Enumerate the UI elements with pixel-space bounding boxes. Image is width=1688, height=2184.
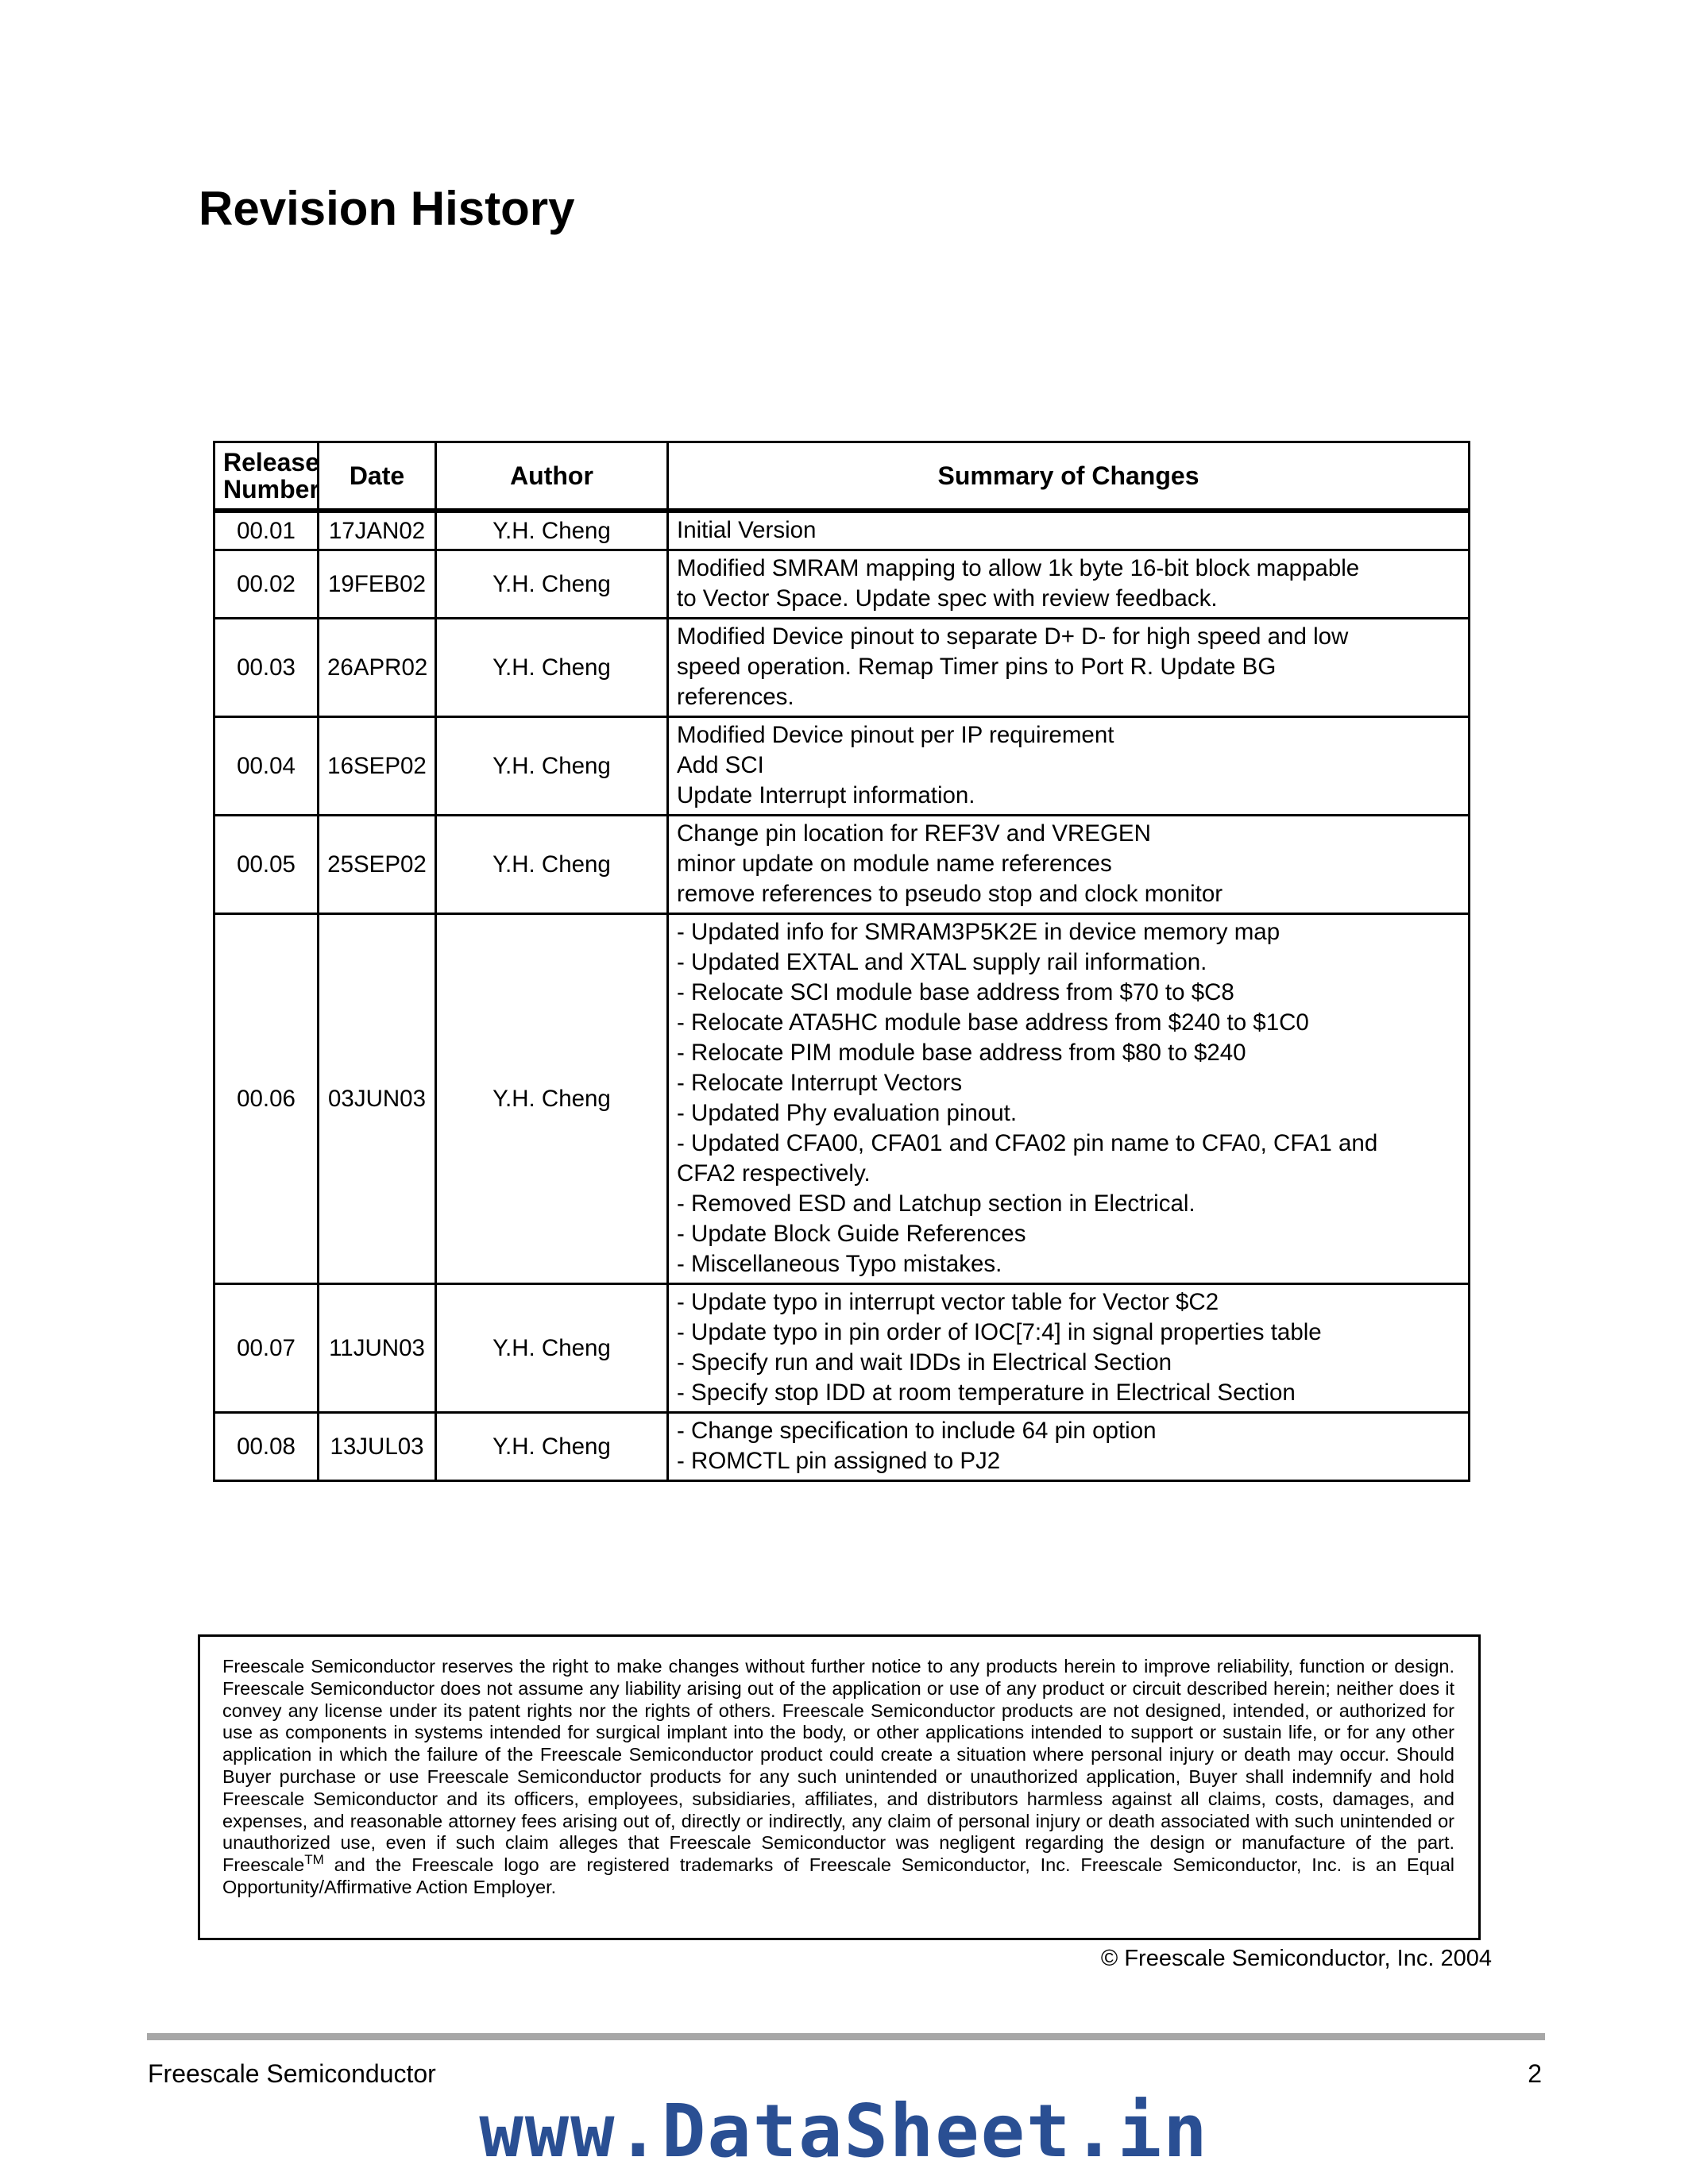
summary-line: references.: [677, 684, 794, 710]
date-cell: 25SEP02: [319, 816, 436, 914]
author-cell: Y.H. Cheng: [436, 717, 668, 816]
table-body: [214, 511, 1470, 1481]
summary-line: Modified SMRAM mapping to allow 1k byte 16-bit block mappable: [677, 555, 1360, 581]
author-cell: Y.H. Cheng: [436, 511, 668, 550]
summary-line: Add SCI: [677, 752, 764, 778]
summary-line: to Vector Space. Update spec with review feedback.: [677, 585, 1218, 612]
date-cell: 16SEP02: [319, 717, 436, 816]
table-row: [214, 619, 1470, 717]
disclaimer-text-tail: and the Freescale logo are registered trademarks of Freescale Semiconductor, Inc. Freescale Semiconductor, Inc. is an Equal Opportunity/Affirmative Action Employer.: [222, 1854, 1454, 1897]
revision-history-table: [213, 441, 1470, 1482]
summary-line: - Specify run and wait IDDs in Electrical Section: [677, 1349, 1172, 1376]
table-row: [214, 914, 1470, 1284]
header-date: Date: [319, 442, 436, 511]
table-row: [214, 511, 1470, 550]
release-number-cell: 00.01: [214, 511, 319, 550]
author-cell: Y.H. Cheng: [436, 550, 668, 619]
header-author: Author: [436, 442, 668, 511]
table-row: [214, 1413, 1470, 1481]
summary-cell: [668, 1284, 1470, 1413]
trademark-mark: TM: [304, 1852, 324, 1868]
summary-line: - Updated CFA00, CFA01 and CFA02 pin name to CFA0, CFA1 and: [677, 1130, 1378, 1156]
watermark-url[interactable]: www.DataSheet.in: [479, 2089, 1209, 2174]
header-release-number: [214, 442, 319, 511]
summary-line: Modified Device pinout to separate D+ D- for high speed and low: [677, 623, 1349, 650]
page-number: 2: [1528, 2059, 1542, 2088]
author-cell: Y.H. Cheng: [436, 1284, 668, 1413]
author-cell: Y.H. Cheng: [436, 914, 668, 1284]
table-row: [214, 550, 1470, 619]
release-number-cell: 00.06: [214, 914, 319, 1284]
summary-line: Change pin location for REF3V and VREGEN: [677, 820, 1151, 847]
summary-line: - Updated info for SMRAM3P5K2E in device memory map: [677, 919, 1280, 945]
summary-line: remove references to pseudo stop and clock monitor: [677, 881, 1223, 907]
author-cell: Y.H. Cheng: [436, 816, 668, 914]
summary-cell: [668, 511, 1470, 550]
table-row: [214, 816, 1470, 914]
summary-line: - Miscellaneous Typo mistakes.: [677, 1251, 1002, 1277]
summary-cell: [668, 914, 1470, 1284]
date-cell: 17JAN02: [319, 511, 436, 550]
date-cell: 26APR02: [319, 619, 436, 717]
header-release-line-1: Release: [223, 448, 319, 477]
release-number-cell: 00.02: [214, 550, 319, 619]
release-number-cell: 00.07: [214, 1284, 319, 1413]
footer-company: Freescale Semiconductor: [148, 2059, 436, 2088]
summary-line: - Updated Phy evaluation pinout.: [677, 1100, 1018, 1126]
release-number-cell: 00.08: [214, 1413, 319, 1481]
disclaimer-text: Freescale Semiconductor reserves the right to make changes without further notice to any products herein to improve reliability, function or design. Freescale Semiconductor does not assume any liability arising out of the application or use of any product or circuit described herein; neither does it convey any license under its patent rights nor the rights of others. Freescale Semiconductor products are not designed, intended, or authorized for use as components in systems intended for surgical implant into the body, or other applications intended to support or sustain life, or for any other application in which the failure of the Freescale Semiconductor product could create a situation where personal injury or death may occur. Should Buyer purchase or use Freescale Semiconductor products for any such unintended or unauthorized application, Buyer shall indemnify and hold Freescale Semiconductor and its officers, employees, subsidiaries, affiliates, and distributors harmless against all claims, costs, damages, and expenses, and reasonable attorney fees arising out of, directly or indirectly, any claim of personal injury or death associated with such unintended or unauthorized use, even if such claim alleges that Freescale Semiconductor was negligent regarding the design or manufacture of the part. Freescale: [222, 1656, 1454, 1876]
summary-line: speed operation. Remap Timer pins to Port R. Update BG: [677, 654, 1277, 680]
table-row: [214, 717, 1470, 816]
summary-line: - Relocate PIM module base address from $80 to $240: [677, 1040, 1246, 1066]
summary-line: - Specify stop IDD at room temperature in Electrical Section: [677, 1379, 1296, 1406]
summary-line: - ROMCTL pin assigned to PJ2: [677, 1448, 1001, 1474]
summary-line: - Change specification to include 64 pin option: [677, 1418, 1157, 1444]
summary-line: - Updated EXTAL and XTAL supply rail information.: [677, 949, 1207, 975]
summary-line: - Update Block Guide References: [677, 1221, 1026, 1247]
release-number-cell: 00.04: [214, 717, 319, 816]
header-release-line-2: Number: [223, 475, 319, 504]
summary-line: - Update typo in pin order of IOC[7:4] in signal properties table: [677, 1319, 1322, 1345]
copyright-notice: © Freescale Semiconductor, Inc. 2004: [1100, 1946, 1492, 1971]
summary-cell: [668, 1413, 1470, 1481]
summary-line: - Relocate ATA5HC module base address from $240 to $1C0: [677, 1009, 1309, 1036]
summary-line: CFA2 respectively.: [677, 1160, 871, 1187]
legal-disclaimer: [198, 1634, 1481, 1940]
date-cell: 11JUN03: [319, 1284, 436, 1413]
author-cell: Y.H. Cheng: [436, 1413, 668, 1481]
summary-cell: [668, 816, 1470, 914]
summary-line: Update Interrupt information.: [677, 782, 975, 808]
footer-divider: [147, 2033, 1545, 2040]
page-title: Revision History: [199, 182, 575, 235]
summary-line: - Removed ESD and Latchup section in Electrical.: [677, 1190, 1196, 1217]
date-cell: 03JUN03: [319, 914, 436, 1284]
summary-line: - Relocate SCI module base address from $70 to $C8: [677, 979, 1234, 1005]
summary-line: minor update on module name references: [677, 851, 1112, 877]
release-number-cell: 00.03: [214, 619, 319, 717]
release-number-cell: 00.05: [214, 816, 319, 914]
date-cell: 19FEB02: [319, 550, 436, 619]
summary-line: Initial Version: [677, 517, 817, 543]
summary-line: - Relocate Interrupt Vectors: [677, 1070, 963, 1096]
summary-line: - Update typo in interrupt vector table for Vector $C2: [677, 1289, 1219, 1315]
author-cell: Y.H. Cheng: [436, 619, 668, 717]
header-summary: Summary of Changes: [668, 442, 1470, 511]
summary-line: Modified Device pinout per IP requirement: [677, 722, 1114, 748]
summary-cell: [668, 717, 1470, 816]
summary-cell: [668, 550, 1470, 619]
summary-cell: [668, 619, 1470, 717]
table-header-row: [214, 442, 1470, 511]
table-row: [214, 1284, 1470, 1413]
date-cell: 13JUL03: [319, 1413, 436, 1481]
